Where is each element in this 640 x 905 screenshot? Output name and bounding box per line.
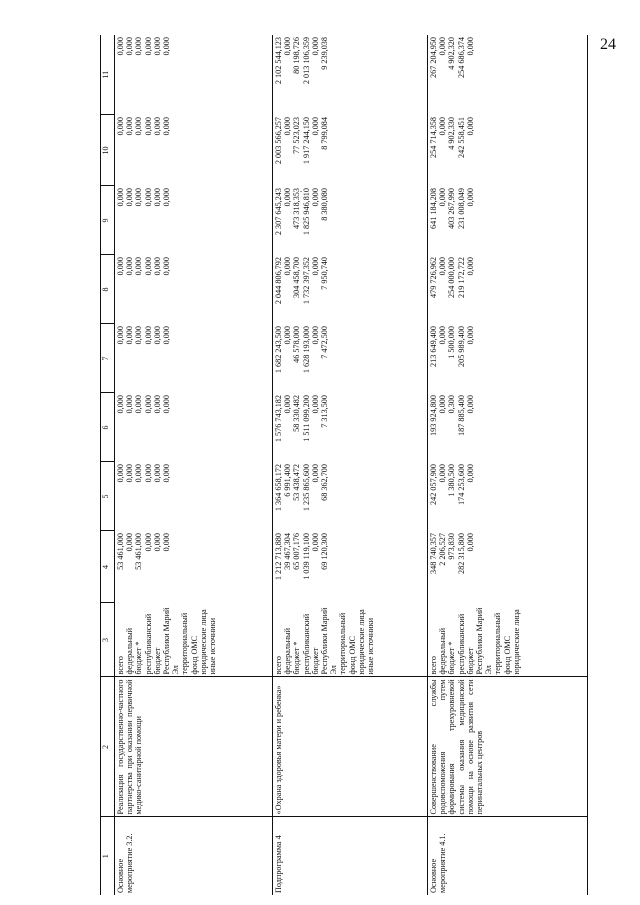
column-number: 11 xyxy=(101,35,115,115)
source-label: федеральный бюджет * xyxy=(283,627,302,675)
amount-cell: 0,000 0,000 0,000 0,000 0,000 0,000 xyxy=(115,462,273,531)
amount-cell: 0,000 0,000 0,000 0,000 0,000 0,000 xyxy=(115,35,273,115)
source-label: юридические лица xyxy=(198,609,208,675)
amount-cell: 254 714,358 0,000 4 902,330 242 558,451 0,000 xyxy=(428,115,588,186)
column-number: 9 xyxy=(101,186,115,255)
amount-cell: 1 364 658,172 6 991,400 53 438,472 1 235 865,600 0,000 68 362,700 xyxy=(273,462,428,531)
source-label: всего xyxy=(429,656,438,675)
source-label: всего xyxy=(274,656,283,675)
amount-cell: 2 102 544,123 0,000 80 198,726 2 013 106,359 0,000 9 239,038 xyxy=(273,35,428,115)
source-label: федеральный бюджет * xyxy=(125,627,144,675)
column-number: 3 xyxy=(101,603,115,677)
amount-cell: 267 204,950 0,000 4 902,320 254 686,374 0,000 xyxy=(428,35,588,115)
table-row-measure-4-1 xyxy=(428,35,588,895)
funding-sources xyxy=(273,603,428,677)
program-description: «Охрана здоровья матери и ребенка» xyxy=(273,677,428,817)
amount-cell: 641 184,208 0,000 403 267,990 231 008,049 0,000 xyxy=(428,186,588,255)
column-number-row xyxy=(101,35,115,895)
amount-cell: 193 924,800 0,000 0,300 187 885,400 0,000 xyxy=(428,393,588,462)
source-label: федеральный бюджет * xyxy=(438,627,457,675)
amount-cell: 242 057,900 0,000 1 380,500 174 253,600 0,000 xyxy=(428,462,588,531)
funding-sources xyxy=(428,603,588,677)
source-label: иные источники xyxy=(365,617,375,675)
source-label: всего xyxy=(116,656,125,675)
source-label: территориальный фонд ОМС xyxy=(180,612,199,675)
column-number: 10 xyxy=(101,115,115,186)
program-label: Подпрограмма 4 xyxy=(273,817,428,895)
amount-cell: 1 576 743,182 0,000 58 330,482 1 511 099,200 0,000 7 313,500 xyxy=(273,393,428,462)
column-number: 7 xyxy=(101,324,115,393)
source-label: республиканский бюджет Республики Марий Эл xyxy=(456,607,494,675)
source-label: территориальный фонд ОМС xyxy=(338,612,357,675)
page-number: 24 xyxy=(600,36,616,53)
source-label: юридические лица xyxy=(511,609,521,675)
funding-sources xyxy=(115,603,273,677)
column-number: 4 xyxy=(101,531,115,603)
program-label: Основное мероприятие 4.1. xyxy=(428,817,588,895)
source-label: территориальный фонд ОМС xyxy=(493,612,512,675)
table-row-subprogram-4 xyxy=(273,35,428,895)
amount-cell: 2 044 806,792 0,000 304 458,700 1 732 397,352 0,000 7 950,740 xyxy=(273,255,428,324)
column-number: 6 xyxy=(101,393,115,462)
amount-cell: 0,000 0,000 0,000 0,000 0,000 0,000 xyxy=(115,255,273,324)
budget-table xyxy=(100,35,588,895)
column-number: 1 xyxy=(101,817,115,895)
amount-cell: 0,000 0,000 0,000 0,000 0,000 0,000 xyxy=(115,115,273,186)
column-number: 5 xyxy=(101,462,115,531)
amount-cell: 2 307 645,243 0,000 473 318,353 1 825 946,810 0,000 8 380,080 xyxy=(273,186,428,255)
amount-cell: 348 740,357 2 206,527 973,830 282 315,800 0,000 xyxy=(428,531,588,603)
program-description: Реализация государственно-частного партнерства при оказании первичной медико-санитарной помощи xyxy=(115,677,273,817)
source-label: иные источники xyxy=(207,617,217,675)
column-number: 2 xyxy=(101,677,115,817)
column-number: 8 xyxy=(101,255,115,324)
amount-cell: 0,000 0,000 0,000 0,000 0,000 0,000 xyxy=(115,324,273,393)
amount-cell: 0,000 0,000 0,000 0,000 0,000 0,000 xyxy=(115,393,273,462)
amount-cell: 213 649,400 0,000 1 500,000 205 989,400 0,000 xyxy=(428,324,588,393)
amount-cell: 53 461,000 0,000 53 461,000 0,000 0,000 0,000 xyxy=(115,531,273,603)
table-row-measure-3-2 xyxy=(115,35,273,895)
program-label: Основное мероприятие 3.2. xyxy=(115,817,273,895)
amount-cell: 1 682 243,500 0,000 46 578,000 1 628 193,000 0,000 7 472,500 xyxy=(273,324,428,393)
amount-cell: 2 003 566,257 0,000 77 523,023 1 917 244,150 0,000 8 799,084 xyxy=(273,115,428,186)
rotated-table-container xyxy=(100,35,590,895)
program-description: Совершенствование службы родовспоможения путем формирования трехуровневой системы оказания медицинской помощи на основе развития сети перинатальных центров xyxy=(428,677,588,817)
amount-cell: 1 212 713,880 39 467,304 65 007,176 1 039 119,100 0,000 69 120,300 xyxy=(273,531,428,603)
amount-cell: 0,000 0,000 0,000 0,000 0,000 0,000 xyxy=(115,186,273,255)
source-label: республиканский бюджет Республики Марий Эл xyxy=(301,607,339,675)
source-label: республиканский бюджет Республики Марий Эл xyxy=(143,607,181,675)
amount-cell: 479 726,962 0,000 254 000,000 219 172,722 0,000 xyxy=(428,255,588,324)
source-label: юридические лица xyxy=(356,609,366,675)
